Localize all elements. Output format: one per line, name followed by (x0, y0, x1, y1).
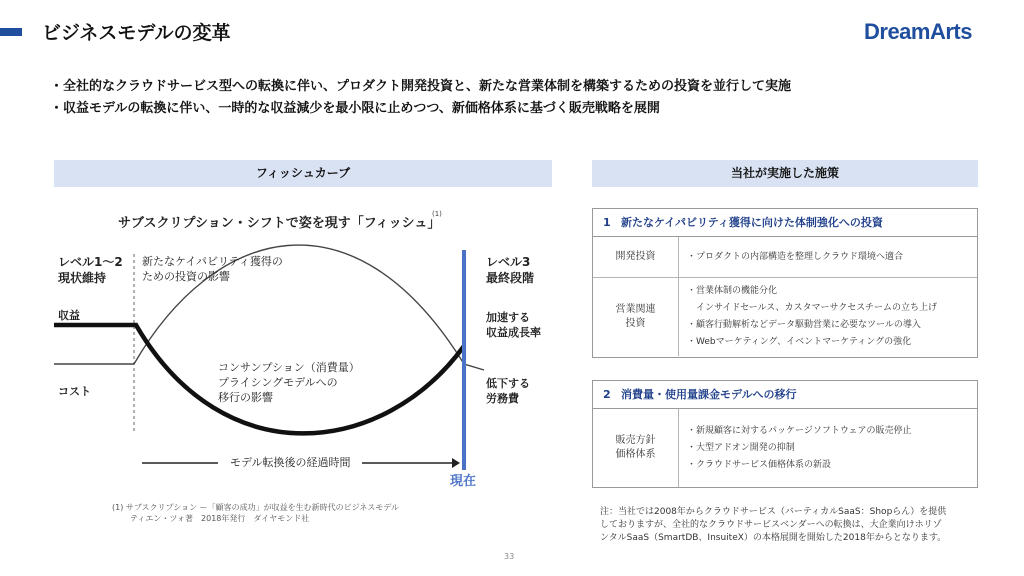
note-line: しておりますが、全社的なクラウドサービスベンダーへの転換は、大企業向けホリゾ (600, 520, 942, 530)
list-item: ・プロダクトの内部構造を整理しクラウド環境へ適合 (687, 251, 904, 262)
summary-bullet: ・全社的なクラウドサービス型への転換に伴い、プロダクト開発投資と、新たな営業体制を構築するための投資を並行して実施 (50, 79, 792, 94)
measure-number: 1 (603, 216, 611, 229)
row-label-text: 販売方針 (615, 435, 656, 446)
summary-bullet: ・収益モデルの転換に伴い、一時的な収益減少を最小限に止めつつ、新価格体系に基づく販売戦略を展開 (50, 101, 660, 116)
investment-impact-label: ための投資の影響 (142, 270, 230, 283)
row-label (593, 409, 679, 487)
list-item: ・新規顧客に対するパッケージソフトウェアの販売停止 (687, 425, 912, 436)
accelerating-growth-label: 収益成長率 (486, 326, 541, 339)
time-axis-arrowhead (452, 458, 460, 468)
row-label (593, 278, 679, 356)
row-label-text: 投資 (625, 318, 646, 329)
measure-title-text: 新たなケイパビリティ獲得に向けた体制強化への投資 (621, 216, 883, 229)
page-title: ビジネスモデルの変革 (42, 22, 231, 44)
title-accent-bar (0, 28, 22, 36)
row-content (679, 237, 977, 277)
row-label (593, 237, 679, 277)
fish-curve-title-note: (1) (432, 210, 442, 218)
list-item: インサイドセールス、カスタマーサクセスチームの立ち上げ (687, 303, 938, 313)
measure-title-text: 消費量・使用量課金モデルへの移行 (621, 388, 797, 401)
measure-box-pricing (592, 380, 978, 488)
row-label-text: 価格体系 (615, 449, 656, 460)
final-stage-label: 最終段階 (486, 271, 535, 285)
cost-label: コスト (58, 385, 91, 398)
consumption-impact-label: 移行の影響 (218, 391, 273, 404)
lower-labor-cost-label: 労務費 (486, 392, 519, 405)
revenue-label: 収益 (58, 309, 80, 322)
investment-impact-label: 新たなケイパビリティ獲得の (142, 255, 283, 268)
consumption-impact-label: コンサンプション（消費量） (218, 361, 360, 374)
measure-box-title (593, 381, 977, 409)
list-item: ・顧客行動解析などデータ駆動営業に必要なツールの導入 (687, 320, 921, 330)
fish-curve-section-header: フィッシュカーブ (54, 160, 552, 187)
measure-box-capability (592, 208, 978, 358)
measure-row (593, 237, 977, 278)
measures-section-header: 当社が実施した施策 (592, 160, 978, 187)
row-label-text: 営業関連 (615, 304, 656, 315)
fish-curve-figure (54, 196, 552, 492)
measure-row (593, 278, 977, 356)
list-item: ・大型アドオン開発の抑制 (687, 442, 795, 453)
time-axis-label: モデル転換後の経過時間 (230, 456, 351, 469)
note-line: ンタルSaaS（SmartDB、InsuiteX）の本格展開を開始した2018年からとなります。 (600, 533, 947, 543)
level-right-label: レベル3 (486, 255, 531, 269)
footnote (112, 502, 399, 524)
measure-box-title (593, 209, 977, 237)
measure-number: 2 (603, 388, 611, 401)
page-number: 33 (504, 552, 515, 561)
status-quo-label: 現状維持 (58, 271, 107, 285)
lower-labor-cost-label: 低下する (486, 377, 530, 390)
note (600, 506, 946, 545)
level-left-label: レベル1〜2 (58, 255, 123, 269)
fish-curve-svg (54, 196, 552, 492)
row-label-text: 開発投資 (615, 251, 656, 262)
now-label: 現在 (450, 474, 477, 489)
consumption-impact-label: プライシングモデルへの (218, 376, 338, 389)
footnote-line: ティエン・ツォ著 2018年発行 ダイヤモンド社 (130, 514, 310, 523)
list-item: ・クラウドサービス価格体系の新設 (687, 459, 832, 470)
accelerating-growth-label: 加速する (486, 311, 530, 324)
footnote-line: (1) サブスクリプション ー「顧客の成功」が収益を生む新時代のビジネスモデル (112, 503, 399, 512)
row-content (679, 278, 977, 356)
list-item: ・Webマーケティング、イベントマーケティングの強化 (687, 337, 912, 347)
summary-bullets (50, 76, 791, 120)
measure-row (593, 409, 977, 487)
fish-curve-title: サブスクリプション・シフトで姿を現す「フィッシュ」 (118, 216, 441, 231)
row-content (679, 409, 977, 487)
note-line: 注：当社では2008年からクラウドサービス（バーティカルSaaS：Shopらん）を提供 (600, 507, 947, 517)
company-logo: DreamArts (864, 19, 972, 44)
list-item: ・営業体制の機能分化 (687, 286, 778, 296)
